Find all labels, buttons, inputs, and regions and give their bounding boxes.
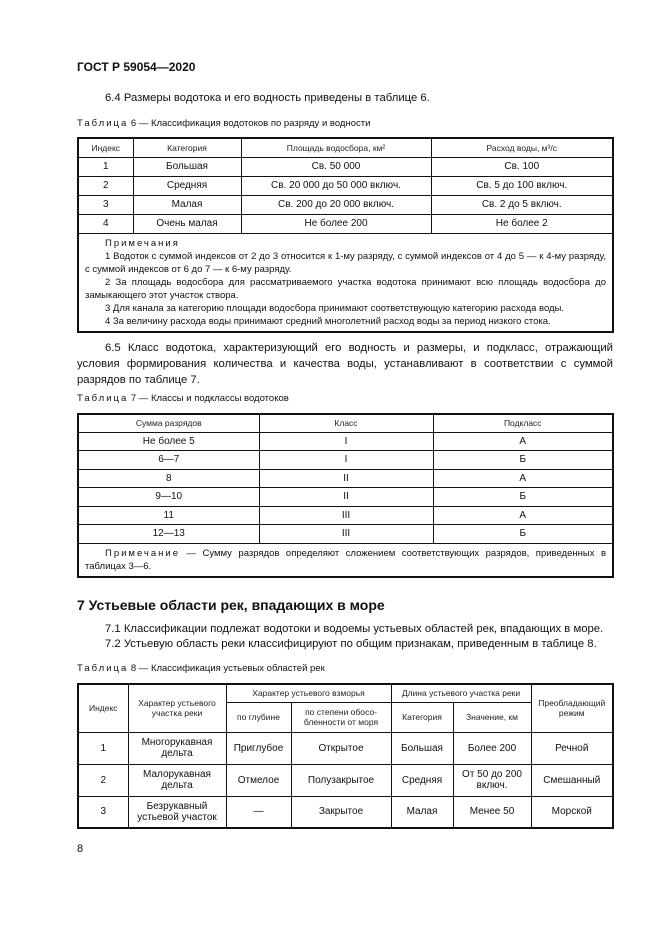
table-cell: 12—13 [78, 525, 259, 544]
table-cell: Многорукавная дельта [128, 732, 226, 764]
table-row [78, 432, 613, 451]
table-cell: Б [433, 525, 613, 544]
table-row [78, 732, 613, 764]
caption-word: Таблица [77, 663, 129, 674]
table-cell: II [259, 488, 433, 507]
table-cell: Речной [531, 732, 613, 764]
table-cell: Св. 50 000 [241, 157, 431, 176]
col-header: Характер устьевого взморья [226, 684, 391, 702]
note: 1 Водоток с суммой индексов от 2 до 3 относится к 1-му разряду, с суммой индексов от 4 до 5 — к 4-му разряду, с суммой индексов от 6 до 7 — к 6-му разряду. [85, 250, 606, 275]
table-7-note [78, 543, 613, 577]
table-cell: Открытое [291, 732, 391, 764]
table-cell: От 50 до 200 включ. [453, 764, 531, 796]
table-cell: III [259, 506, 433, 525]
table-cell: 11 [78, 506, 259, 525]
table-cell: — [226, 796, 291, 828]
col-header: Индекс [78, 684, 128, 732]
caption-text: 6 — Классификация водотоков по разряду и водности [128, 118, 371, 129]
table-cell: 4 [78, 214, 133, 233]
table-cell: А [433, 469, 613, 488]
col-header: Преобладающий режим [531, 684, 613, 732]
table-cell: Не более 5 [78, 432, 259, 451]
caption-text: 7 — Классы и подклассы водотоков [128, 393, 289, 404]
note-word: Примечание [105, 547, 180, 559]
table-cell: Малая [133, 195, 241, 214]
table-cell: Менее 50 [453, 796, 531, 828]
col-header: Категория [133, 138, 241, 157]
table-cell: Очень малая [133, 214, 241, 233]
col-header: Характер устьевого участка реки [128, 684, 226, 732]
table-row [78, 764, 613, 796]
table-row [78, 176, 613, 195]
table-cell: Св. 20 000 до 50 000 включ. [241, 176, 431, 195]
table-8-caption [77, 663, 325, 674]
col-header: Значение, км [453, 702, 531, 732]
table-cell: Св. 200 до 20 000 включ. [241, 195, 431, 214]
table-8 [77, 683, 614, 829]
table-cell: Отмелое [226, 764, 291, 796]
note: 4 За величину расхода воды принимают средний многолетний расход воды за период низкого стока. [105, 315, 551, 327]
col-header: Площадь водосбора, км² [241, 138, 431, 157]
table-cell: II [259, 469, 433, 488]
caption-word: Таблица [77, 393, 129, 404]
table-cell: Б [433, 488, 613, 507]
table-cell: Приглубое [226, 732, 291, 764]
paragraph-7-1: 7.1 Классификации подлежат водотоки и водоемы устьевых областей рек, впадающих в море. [105, 623, 604, 635]
table-cell: 1 [78, 732, 128, 764]
table-row [78, 214, 613, 233]
table-cell: Более 200 [453, 732, 531, 764]
note: 2 За площадь водосбора для рассматриваемого участка водотока принимают всю площадь водосбора до замыкающего этот участок створа. [85, 276, 606, 301]
table-cell: 8 [78, 469, 259, 488]
table-cell: 1 [78, 157, 133, 176]
table-6 [77, 137, 614, 333]
table-row [78, 796, 613, 828]
table-cell: Морской [531, 796, 613, 828]
col-header: Категория [391, 702, 453, 732]
table-cell: Средняя [133, 176, 241, 195]
col-header: Сумма разрядов [78, 414, 259, 432]
paragraph-6-5: 6.5 Класс водотока, характеризующий его водность и размеры, и подкласс, отражающий условия формирования количества и качества воды, устанавливают в соответствии с суммой разрядов по таблице 7. [77, 342, 613, 386]
table-cell: 3 [78, 195, 133, 214]
table-cell: Б [433, 451, 613, 470]
col-header: Индекс [78, 138, 133, 157]
table-cell: I [259, 432, 433, 451]
table-cell: Смешанный [531, 764, 613, 796]
table-row [78, 195, 613, 214]
table-row [78, 469, 613, 488]
paragraph-7-2: 7.2 Устьевую область реки классифицируют по общим признакам, приведенным в таблице 8. [105, 638, 597, 650]
table-row [78, 451, 613, 470]
col-header: по глубине [226, 702, 291, 732]
table-cell: 2 [78, 176, 133, 195]
table-cell: 3 [78, 796, 128, 828]
table-cell: Большая [133, 157, 241, 176]
section-7-heading: 7 Устьевые области рек, впадающих в море [77, 597, 385, 613]
col-header: Длина устьевого участка реки [391, 684, 531, 702]
note-text: — Сумму разрядов определяют сложением соответствующих разрядов, приведенных в таблицах 3—6. [85, 547, 606, 572]
table-row [78, 525, 613, 544]
table-cell: Безрукавный устьевой участок [128, 796, 226, 828]
col-header: Класс [259, 414, 433, 432]
table-cell: Закрытое [291, 796, 391, 828]
table-6-caption [77, 118, 370, 129]
table-cell: Св. 100 [431, 157, 613, 176]
table-row [78, 506, 613, 525]
paragraph-6-4: 6.4 Размеры водотока и его водность приведены в таблице 6. [105, 92, 430, 104]
table-cell: Большая [391, 732, 453, 764]
table-row [78, 488, 613, 507]
table-7 [77, 413, 614, 578]
caption-text: 8 — Классификация устьевых областей рек [128, 663, 325, 674]
col-header: по степени обосо-бленности от моря [291, 702, 391, 732]
table-cell: Полузакрытое [291, 764, 391, 796]
col-header: Расход воды, м³/с [431, 138, 613, 157]
table-cell: Св. 5 до 100 включ. [431, 176, 613, 195]
table-cell: Средняя [391, 764, 453, 796]
table-6-notes [78, 233, 613, 332]
table-cell: 6—7 [78, 451, 259, 470]
col-header: Подкласс [433, 414, 613, 432]
table-cell: 9—10 [78, 488, 259, 507]
document-header: ГОСТ Р 59054—2020 [77, 60, 196, 74]
table-cell: III [259, 525, 433, 544]
caption-word: Таблица [77, 118, 129, 129]
table-cell: Не более 200 [241, 214, 431, 233]
table-cell: Не более 2 [431, 214, 613, 233]
table-cell: А [433, 432, 613, 451]
table-cell: I [259, 451, 433, 470]
table-7-caption [77, 393, 289, 404]
table-header-row [78, 138, 613, 157]
table-cell: А [433, 506, 613, 525]
table-row [78, 157, 613, 176]
table-cell: 2 [78, 764, 128, 796]
page-number: 8 [77, 843, 84, 855]
notes-title: Примечания [105, 237, 180, 249]
table-cell: Малорукавная дельта [128, 764, 226, 796]
note: 3 Для канала за категорию площади водосбора принимают соответствующую категорию расхода воды. [105, 302, 565, 314]
table-cell: Св. 2 до 5 включ. [431, 195, 613, 214]
table-cell: Малая [391, 796, 453, 828]
